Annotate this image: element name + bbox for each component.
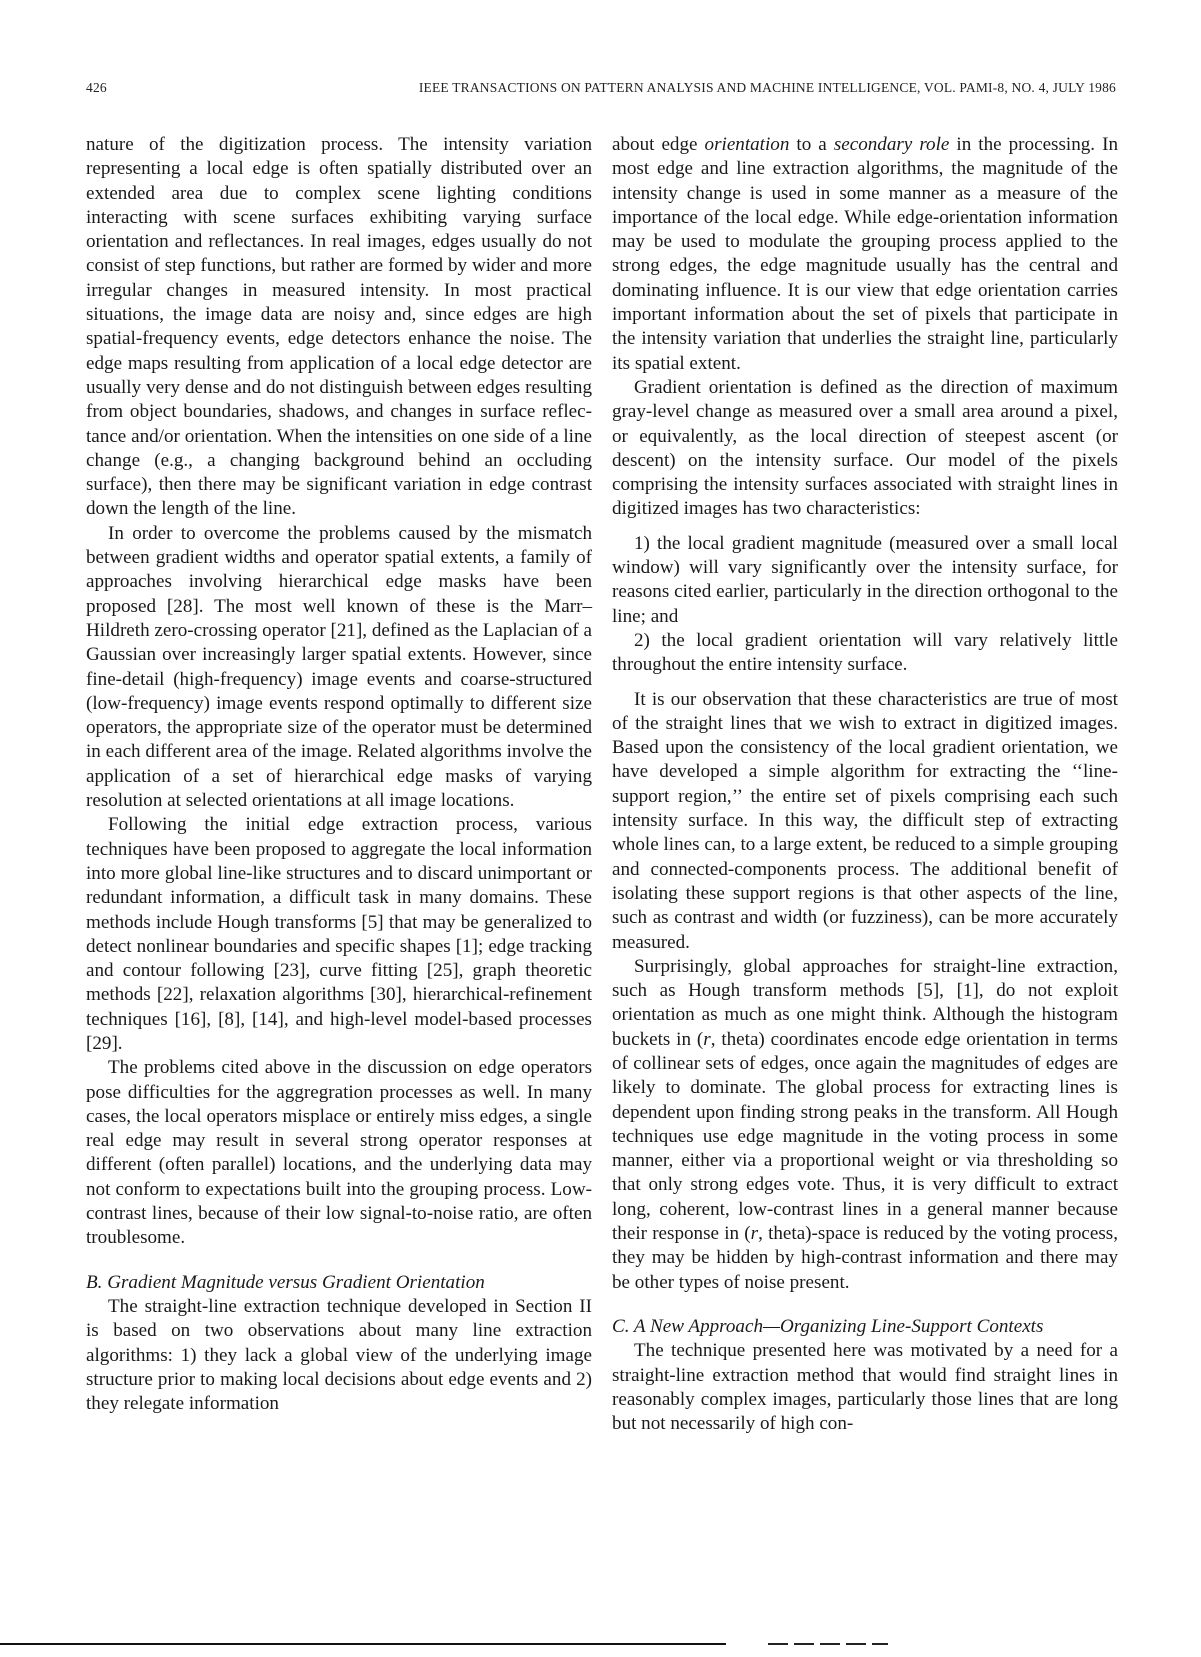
right-column <box>612 133 1118 1436</box>
text-run: to a <box>789 134 834 155</box>
spacer <box>612 678 1118 688</box>
paragraph: Following the initial edge extraction process, various techniques have been proposed to aggregate the local information into more global line-like structures and to discard unimportant or redundant information, a difficult task in many domains. These methods include Hough transforms [5] that may be generalized to detect nonlinear boundaries and specific shapes [1]; edge tracking and contour following [23], curve fitting [25], graph theoretic methods [22], relaxation algorithms [30], hierarchical-refinement techniques [16], [8], [14], and high-level model-based processes [29]. <box>86 814 592 1054</box>
paragraph: Gradient orientation is defined as the direction of maximum gray-level change as measured over a small area around a pixel, or equivalently, as the local direction of steepest ascent (or descent) on the intensity surface. Our model of the pixels comprising the intensity surfaces associated with straight lines in digitized images has two characteristics: <box>612 376 1118 520</box>
spacer <box>612 522 1118 532</box>
paragraph: nature of the digitization process. The intensity variation representing a local edge is often spatially distributed over an extended area due to complex scene lighting conditions interacting with scene surfaces exhibiting varying surface orientation and reflectances. In real images, edges usually do not consist of step functions, but rather are formed by wider and more irregular changes in measured intensity. In most practical situations, the image data are noisy and, since edges are high spatial-frequency events, edge detectors enhance the noise. The edge maps resulting from application of a local edge detector are usually very dense and do not distinguish between edges resulting from object boundaries, shadows, and changes in surface reflectance and/or orientation. When the intensities on one side of a line change (e.g., a changing background behind an occluding surface), then there may be significant variation in edge contrast down the length of the line. <box>86 134 592 520</box>
journal-title: IEEE TRANSACTIONS ON PATTERN ANALYSIS AND MACHINE INTELLIGENCE, VOL. PAMI-8, NO. 4, JULY 1986 <box>418 80 1116 95</box>
text-run: Surprisingly, global approaches for straight-line extraction, such as Hough transform methods [5], [1], do not exploit orientation as much as one might think. Although the histogram buckets in ( <box>612 955 1118 1050</box>
section-heading-c: C. A New Approach—Organizing Line-Support Contexts <box>612 1315 1044 1337</box>
text-run: , theta)-space is reduced by the voting process, they may be hidden by high-contrast information and there may be other types of noise present. <box>612 1223 1118 1293</box>
paragraph: The problems cited above in the discussion on edge operators pose difficulties for the aggregration processes as well. In many cases, the local operators misplace or entirely miss edges, a single real edge may result in several strong operator responses at different (often parallel) locations, and the underlying data may not conform to expectations built into the grouping process. Low-contrast lines, because of their low signal-to-noise ratio, are often troublesome. <box>86 1057 592 1249</box>
paragraph: The straight-line extraction technique developed in Section II is based on two observations about many line extraction algorithms: 1) they lack a global view of the underlying image structure prior to making local decisions about edge events and 2) they relegate information <box>86 1295 592 1415</box>
list-item: 2) the local gradient orientation will vary relatively little throughout the entire intensity surface. <box>612 629 1118 676</box>
spacer <box>86 1251 592 1271</box>
emphasis: secondary role <box>833 134 950 155</box>
text-run: in the processing. In most edge and line extraction algorithms, the magnitude of the intensity change is used in some manner as a measure of the importance of the local edge. While edge-orientation information may be used to modulate the grouping process applied to the strong edges, the edge magnitude usually has the central and dominating influence. It is our view that edge orientation carries important information about the set of pixels that participate in the intensity variation that underlies the straight line, particularly its spatial extent. <box>612 134 1119 374</box>
section-heading-b: B. Gradient Magnitude versus Gradient Orientation <box>86 1271 485 1293</box>
list-item: 1) the local gradient magnitude (measured over a small local window) will vary significantly over the intensity surface, for reasons cited earlier, particularly in the direction orthogonal to the line; and <box>612 532 1118 627</box>
spacer <box>612 1295 1118 1315</box>
emphasis: r <box>750 1223 759 1245</box>
paragraph: It is our observation that these characteristics are true of most of the straight lines that we wish to extract in digitized images. Based upon the consistency of the local gradient orientation, we have developed a simple algorithm for extracting the ‘‘line-support region,’’ the entire set of pixels comprising each such intensity surface. In this way, the difficult step of extracting whole lines can, to a large extent, be reduced to a simple grouping and connected-components process. The additional benefit of isolating these support regions is that other aspects of the line, such as contrast and width (or fuzziness), can be more accurately measured. <box>612 688 1118 953</box>
page-number: 426 <box>86 80 107 95</box>
bottom-scan-rule <box>0 1643 726 1645</box>
bottom-scan-marks <box>768 1643 888 1645</box>
paragraph <box>612 133 1118 376</box>
text-run: , theta) coordinates encode edge orientation in terms of collinear sets of edges, once again the magnitudes of edges are likely to dominate. The global process for extracting lines is dependent upon finding strong peaks in the transform. All Hough techniques use edge magnitude in the voting process in some manner, either via a proportional weight or via thresholding so that only strong edges vote. Thus, it is very difficult to extract long, coherent, low-contrast lines in a general manner because their response in ( <box>612 1028 1118 1245</box>
paragraph <box>612 955 1118 1295</box>
paragraph: In order to overcome the problems caused by the mismatch between gradient widths and operator spatial extents, a family of approaches involving hierarchical edge masks have been proposed [28]. The most well known of these is the Marr–Hildreth zero-crossing operator [21], defined as the Laplacian of a Gaussian over increasingly larger spatial extents. However, since fine-detail (high-frequency) image events and coarse-structured (low-frequency) image events respond optimally to different size operators, the appropriate size of the operator must be determined in each different area of the image. Related algorithms involve the application of a set of hierarchical edge masks of varying resolution at selected orientations at all image locations. <box>86 522 592 812</box>
emphasis: r <box>703 1028 711 1050</box>
emphasis: orientation <box>704 134 790 155</box>
text-run: about edge <box>612 134 705 155</box>
left-column <box>86 133 592 1416</box>
paragraph: The technique presented here was motivated by a need for a straight-line extraction method that would find straight lines in reasonably complex images, particularly those lines that are long but not necessarily of high con- <box>612 1340 1118 1435</box>
